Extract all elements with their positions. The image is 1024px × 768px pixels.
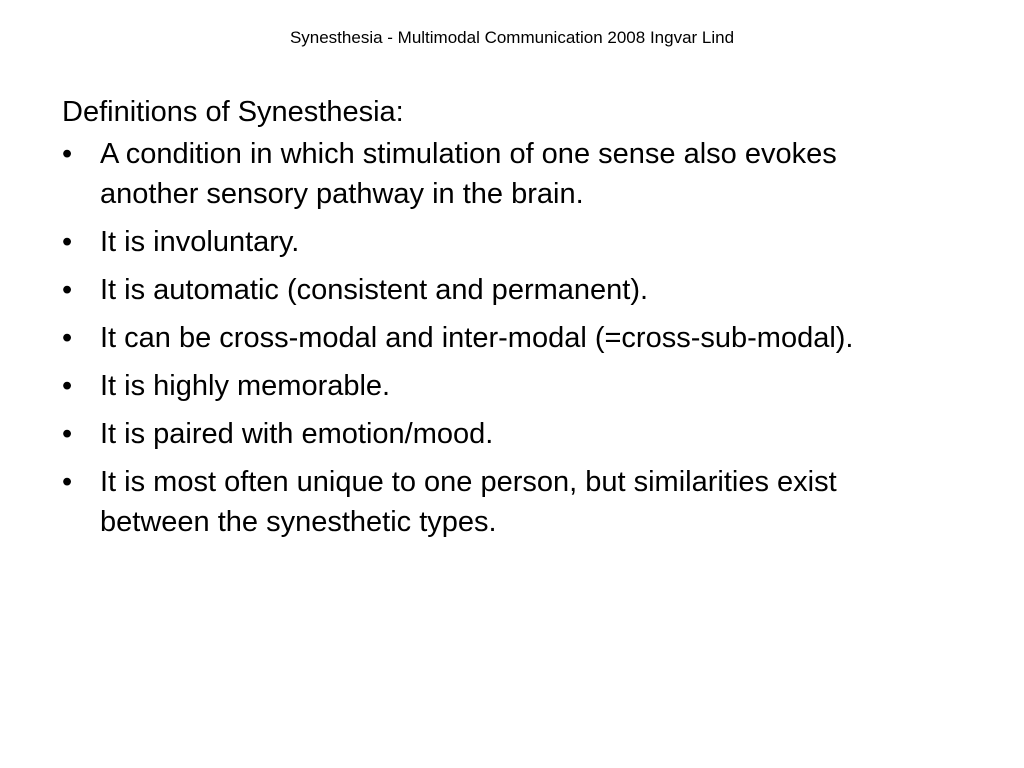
bullet-text: It is paired with emotion/mood. xyxy=(100,418,494,450)
bullet-item xyxy=(62,414,902,454)
bullet-item xyxy=(62,134,902,214)
bullet-text: It can be cross-modal and inter-modal (=cross-sub-modal). xyxy=(100,322,854,354)
bullet-dot-icon: • xyxy=(62,322,73,354)
bullet-dot-icon: • xyxy=(62,370,73,402)
slide-body xyxy=(62,92,902,550)
bullet-item xyxy=(62,366,902,406)
bullet-text: It is involuntary. xyxy=(100,226,300,258)
slide-header-title: Synesthesia - Multimodal Communication 2008 Ingvar Lind xyxy=(289,28,735,47)
bullet-item xyxy=(62,222,902,262)
definitions-heading: Definitions of Synesthesia: xyxy=(62,96,404,128)
bullet-item xyxy=(62,462,902,542)
bullet-dot-icon: • xyxy=(62,418,73,450)
bullet-text: A condition in which stimulation of one sense also evokes another sensory pathway in the brain. xyxy=(100,138,837,210)
bullet-dot-icon: • xyxy=(62,466,73,498)
bullet-text: It is automatic (consistent and permanent). xyxy=(100,274,649,306)
bullet-dot-icon: • xyxy=(62,138,73,170)
bullet-dot-icon: • xyxy=(62,226,73,258)
bullet-item xyxy=(62,318,902,358)
bullet-text: It is most often unique to one person, but similarities exist between the synesthetic types. xyxy=(100,466,837,538)
bullet-text: It is highly memorable. xyxy=(100,370,391,402)
bullet-item xyxy=(62,270,902,310)
bullet-dot-icon: • xyxy=(62,274,73,306)
bullet-list xyxy=(62,134,902,542)
